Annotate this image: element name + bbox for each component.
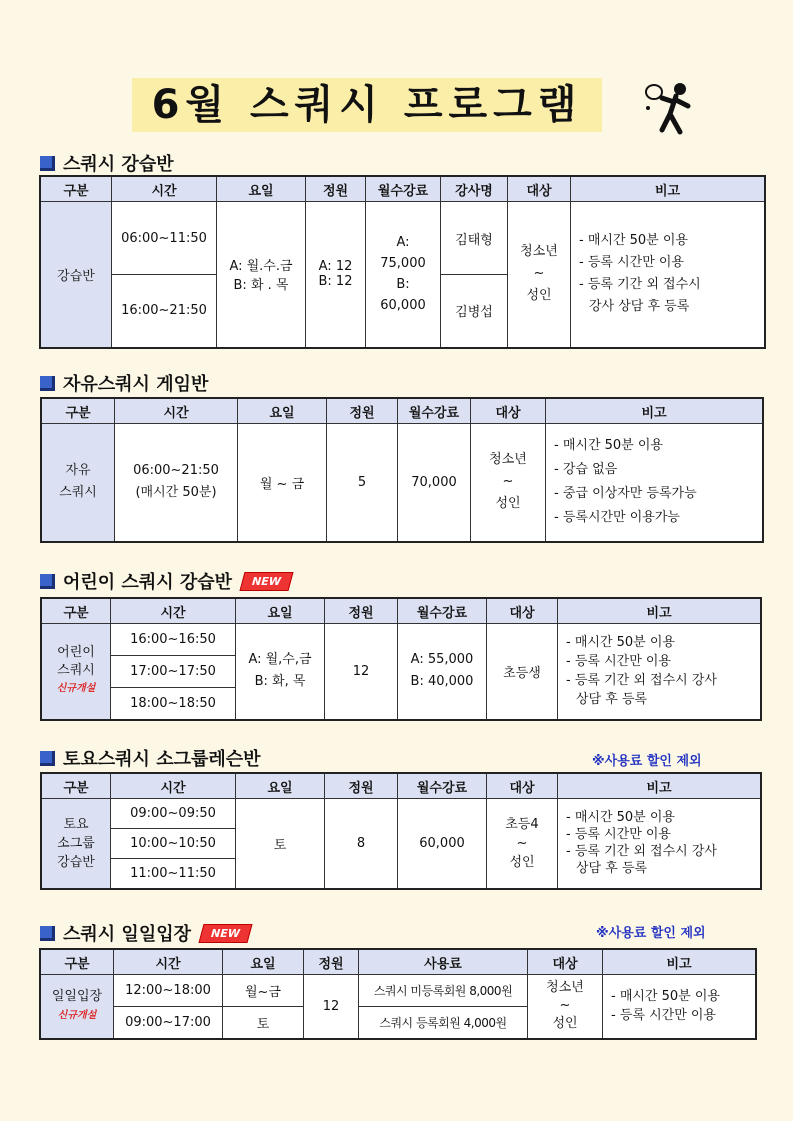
- section-daily-title: [40, 920, 250, 946]
- col-header: 시간: [114, 949, 223, 975]
- col-header: 비고: [603, 949, 757, 975]
- saturday-table: [40, 772, 762, 890]
- col-header: 정원: [306, 176, 366, 202]
- notes-cell: - 매시간 50분 이용 - 강습 없음 - 중급 이상자만 등록가능 - 등록시간만 이용가능: [546, 424, 764, 542]
- col-header: 구분: [40, 949, 114, 975]
- row-label: 토요 소그룹 강습반: [41, 799, 111, 889]
- time-cell: 16:00~21:50: [112, 275, 217, 348]
- col-header: 비고: [558, 773, 762, 799]
- new-opening-label: 신규개설: [56, 683, 96, 695]
- time-cell: 17:00~17:50: [111, 656, 236, 688]
- notes-cell: - 매시간 50분 이용 - 등록 시간만 이용 - 등록 기간 외 접수시 강사 상담 후 등록: [571, 202, 766, 348]
- col-header: 요일: [238, 398, 327, 424]
- col-header: 시간: [112, 176, 217, 202]
- col-header: 대상: [508, 176, 571, 202]
- days-cell: A: 월.수.금 B: 화 . 목: [217, 202, 306, 348]
- col-header: 월수강료: [366, 176, 441, 202]
- section-saturday-title: [40, 745, 261, 771]
- row-label: 강습반: [40, 202, 112, 348]
- col-header: 비고: [546, 398, 764, 424]
- kids-table: [40, 597, 762, 721]
- time-cell: 09:00~17:00: [114, 1007, 223, 1039]
- discount-excluded-note: ※사용료 할인 제외: [592, 754, 702, 769]
- col-header: 시간: [111, 598, 236, 624]
- col-header: 정원: [304, 949, 359, 975]
- time-cell: 18:00~18:50: [111, 688, 236, 720]
- discount-excluded-note: ※사용료 할인 제외: [596, 926, 706, 941]
- squash-player-icon: [640, 80, 704, 140]
- section-label: 스쿼시 강습반: [63, 154, 174, 175]
- blue-square-bullet-icon: [40, 156, 55, 171]
- time-cell: 12:00~18:00: [114, 975, 223, 1007]
- col-header: 강사명: [441, 176, 508, 202]
- fee-cell: A: 75,000 B: 60,000: [366, 202, 441, 348]
- section-lesson-title: [40, 150, 174, 176]
- target-cell: 청소년 ~ 성인: [508, 202, 571, 348]
- col-header: 정원: [325, 598, 398, 624]
- col-header: 대상: [487, 598, 558, 624]
- blue-square-bullet-icon: [40, 926, 55, 941]
- capacity-cell: 12: [304, 975, 359, 1039]
- time-cell: 11:00~11:50: [111, 859, 236, 889]
- col-header: 구분: [41, 773, 111, 799]
- fee-cell: 스쿼시 등록회원 4,000원: [359, 1007, 528, 1039]
- section-kids-title: [40, 568, 291, 594]
- col-header: 월수강료: [398, 773, 487, 799]
- free-game-table: [40, 397, 764, 543]
- page-title: 6월 스쿼시 프로그램: [151, 82, 583, 128]
- lesson-table: [39, 175, 766, 349]
- blue-square-bullet-icon: [40, 574, 55, 589]
- time-cell: 06:00~11:50: [112, 202, 217, 275]
- instructor-cell: 김병섭: [441, 275, 508, 348]
- notes-cell: - 매시간 50분 이용 - 등록 시간만 이용: [603, 975, 757, 1039]
- capacity-cell: 12: [325, 624, 398, 720]
- col-header: 구분: [40, 176, 112, 202]
- col-header: 요일: [223, 949, 304, 975]
- time-cell: 10:00~10:50: [111, 829, 236, 859]
- time-cell: 06:00~21:50 (매시간 50분): [115, 424, 238, 542]
- fee-cell: A: 55,000 B: 40,000: [398, 624, 487, 720]
- days-cell: A: 월,수,금 B: 화, 목: [236, 624, 325, 720]
- col-header: 정원: [327, 398, 398, 424]
- col-header: 시간: [111, 773, 236, 799]
- days-cell: 토: [236, 799, 325, 889]
- target-cell: 청소년 ~ 성인: [528, 975, 603, 1039]
- col-header: 월수강료: [398, 398, 471, 424]
- col-header: 대상: [487, 773, 558, 799]
- days-cell: 토: [223, 1007, 304, 1039]
- col-header: 시간: [115, 398, 238, 424]
- row-label: 자유 스쿼시: [41, 424, 115, 542]
- section-label: 어린이 스쿼시 강습반: [63, 572, 233, 593]
- time-cell: 09:00~09:50: [111, 799, 236, 829]
- row-label: 어린이 스쿼시 신규개설: [41, 624, 111, 720]
- days-cell: 월 ~ 금: [238, 424, 327, 542]
- daily-table: [39, 948, 757, 1040]
- col-header: 사용료: [359, 949, 528, 975]
- col-header: 요일: [236, 773, 325, 799]
- fee-cell: 스쿼시 미등록회원 8,000원: [359, 975, 528, 1007]
- notes-cell: - 매시간 50분 이용 - 등록 시간만 이용 - 등록 기간 외 접수시 강사 상담 후 등록: [558, 799, 762, 889]
- row-label: 일일입장 신규개설: [40, 975, 114, 1039]
- blue-square-bullet-icon: [40, 376, 55, 391]
- col-header: 대상: [528, 949, 603, 975]
- col-header: 구분: [41, 398, 115, 424]
- target-cell: 청소년 ~ 성인: [471, 424, 546, 542]
- col-header: 구분: [41, 598, 111, 624]
- col-header: 정원: [325, 773, 398, 799]
- section-label: 자유스쿼시 게임반: [63, 374, 209, 395]
- capacity-cell: A: 12 B: 12: [306, 202, 366, 348]
- fee-cell: 60,000: [398, 799, 487, 889]
- time-cell: 16:00~16:50: [111, 624, 236, 656]
- section-label: 토요스쿼시 소그룹레슨반: [63, 749, 261, 770]
- fee-cell: 70,000: [398, 424, 471, 542]
- col-header: 요일: [236, 598, 325, 624]
- col-header: 대상: [471, 398, 546, 424]
- section-free-game-title: [40, 370, 208, 396]
- target-cell: 초등생: [487, 624, 558, 720]
- section-label: 스쿼시 일일입장: [63, 924, 191, 945]
- target-cell: 초등4 ~ 성인: [487, 799, 558, 889]
- capacity-cell: 5: [327, 424, 398, 542]
- col-header: 비고: [558, 598, 762, 624]
- new-opening-label: 신규개설: [57, 1010, 97, 1022]
- instructor-cell: 김태형: [441, 202, 508, 275]
- new-badge: NEW: [198, 924, 252, 943]
- col-header: 요일: [217, 176, 306, 202]
- notes-cell: - 매시간 50분 이용 - 등록 시간만 이용 - 등록 기간 외 접수시 강사 상담 후 등록: [558, 624, 762, 720]
- capacity-cell: 8: [325, 799, 398, 889]
- col-header: 비고: [571, 176, 766, 202]
- col-header: 월수강료: [398, 598, 487, 624]
- days-cell: 월~금: [223, 975, 304, 1007]
- new-badge: NEW: [239, 572, 293, 591]
- blue-square-bullet-icon: [40, 751, 55, 766]
